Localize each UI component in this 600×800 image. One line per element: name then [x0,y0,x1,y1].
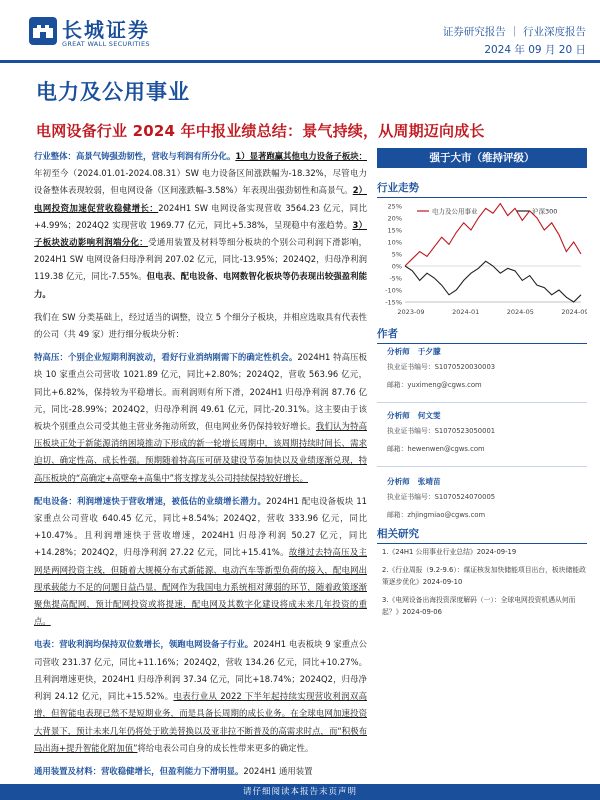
distribution-text: 2024H1 配电设备板块 11 家重点公司营收 640.45 亿元，同比+8.54%；2024Q2，营收 333.96 亿元，同比+10.47%。且利润增速快于营收增速，2024H1 归母净利润 50.27 亿元，同比+14.28%；2024Q2，归母净利润 27.22 亿元，同比+15.41%。 [34,495,367,558]
uhv-keyword: 特高压：个别企业短期利润波动，看好行业消纳刚需下的确定性机会。 [34,352,298,363]
related-section-title: 相关研究 [377,526,587,544]
related-item[interactable]: 3.《电网设备出海投资深度解码（一）：全球电网投资机遇从何而起？》2024-09-06 [382,596,576,616]
report-title: 电网设备行业 2024 年中报业绩总结：景气持续，从周期迈向成长 [36,122,485,140]
footer-disclaimer: 请仔细阅读本报告末页声明 [0,784,600,800]
report-date: 2024 年 09 月 20 日 [484,44,586,56]
main-body [34,148,367,778]
paragraph-distribution [34,493,367,631]
logo-text-en: GREAT WALL SECURITIES [62,40,150,48]
legend-label: 沪深300 [532,207,558,216]
overall-point-1: 1）显著跑赢其他电力设备子板块： [235,151,367,161]
analyst-cert: 执业证书编号：S1070520030003 [387,363,496,371]
analyst-card [387,410,587,455]
paragraph-general [34,763,367,778]
x-tick-label: 2023-09 [397,308,425,316]
distribution-keyword: 配电设备：利润增速快于营收增速，被低估的业绩增长潜力。 [34,495,267,506]
overall-point-3: 3）子板块波动影响利润端分化： [34,219,367,248]
overall-emphasis: 但电表、配电设备、电网数智化板块等仍表现出较强盈利能力。 [34,271,367,299]
analyst-cert: 执业证书编号：S1070523050001 [387,427,496,435]
analyst-email[interactable]: 邮箱：zhjingmiao@cgws.com [387,511,486,519]
paragraph-meter [34,636,367,756]
related-item[interactable]: 2.《行业周报（9.2-9.6）：煤证核发加快储能项目出台，板块储能政策逐步优化》2024-09-10 [382,566,586,586]
analyst-email[interactable]: 邮箱：yuximeng@cgws.com [387,381,482,389]
trend-section-title: 行业走势 [377,180,587,198]
uhv-text: 2024H1 特高压板块 10 家重点公司营收 1021.89 亿元，同比+2.80%；2024Q2，营收 563.96 亿元，同比+6.82%，保持较为平稳增长。而利润则有所下滑，2024H1 归母净利润 87.76 亿元，同比-28.99%；2024Q2，归母净利润 49.61 亿元，同比-20.31%。这主要由于该板块个别重点公司受其他主营业务拖动所致，但电网业务仍保持较好增长。 [34,352,367,432]
paragraph-method: 我们在 SW 分类基础上，经过适当的调整，设立 5 个细分子板块，并相应选取具有代表性的公司（共 49 家）进行细分板块分析： [34,311,367,340]
y-tick-label: -10% [385,286,402,295]
general-text: 2024H1 通用装置 [243,765,313,776]
y-tick-label: 15% [387,226,402,235]
analyst-role: 分析师 [387,347,410,356]
analyst-cert: 执业证书编号：S1070524070005 [387,493,496,501]
analyst-name: 何文雯 [417,411,441,420]
overall-text-1: 年初至今（2024.01.01-2024.08.31）SW 电力设备区间涨跌幅为-18.32%，尽管电力设备整体表现较弱，但电网设备（区间涨跌幅-3.58%）年表现出强劲韧性和高景气。 [34,168,367,196]
meter-keyword: 电表：营收利润均保持双位数增长，领跑电网设备子行业。 [34,639,254,650]
analysts-section-title: 作者 [377,326,587,344]
legend-label: 电力及公用事业 [432,207,478,216]
analyst-role: 分析师 [387,411,410,420]
x-tick-label: 2024-09 [561,308,587,316]
x-tick-label: 2024-01 [452,308,480,316]
analyst-divider [377,402,587,403]
y-tick-label: 5% [391,250,402,259]
related-item[interactable]: 1.《24H1 公用事业行业总结》2024-09-19 [382,548,517,556]
overall-point-2: 2）电网投资加速促营收稳健增长： [34,185,367,213]
y-tick-label: 0% [391,262,402,271]
meter-text-2: 将给电表公司自身的成长性带来更多的确定性。 [137,742,314,753]
x-tick-label: 2024-05 [506,308,534,316]
company-logo [28,14,178,48]
trend-chart [377,200,587,318]
analyst-email[interactable]: 邮箱：hewenwen@cgws.com [387,445,485,453]
report-type: 证券研究报告 ｜ 行业深度报告 [442,26,586,38]
y-tick-label: 10% [387,238,402,247]
y-tick-label: -15% [385,298,402,307]
trend-chart-svg [377,200,587,318]
analyst-name: 于夕朦 [417,347,441,356]
industry-name: 电力及公用事业 [36,80,190,104]
rating-badge: 强于大市（维持评级） [377,148,587,168]
related-list [382,546,587,618]
analyst-card [387,346,587,391]
y-tick-label: 20% [387,214,402,223]
meter-text: 2024H1 电表板块 9 家重点公司营收 231.37 亿元，同比+11.16%；2024Q2，营收 134.26 亿元，同比+10.27%。且利润增速更快，2024H1 归母净利润 37.34 亿元，同比+18.74%；2024Q2，归母净利润 24.12 亿元，同比+15.52%。 [34,639,367,702]
series-line-hs300 [405,261,581,302]
y-tick-label: 25% [387,202,402,211]
analyst-name: 张靖苗 [417,477,441,486]
great-wall-logo-icon [28,16,58,46]
uhv-view: 我们认为特高压板块正处于新能源消纳困境推动下形成的新一轮增长周期中，该周期持续时间长、需求迫切、确定性高、成长性强。预期随着特高压可研及建设节奏加快以及业绩逐渐兑现，特高压板块的“高确定+高壁垒+高集中”将支撑龙头公司持续保持较好增长。 [34,421,367,483]
general-keyword: 通用装置及材料：营收稳健增长，但盈利能力下滑明显。 [34,765,244,776]
distribution-view: 故继过去特高压及主网是两网投资主线，但随着大规模分布式新能源、电动汽车等新型负荷的接入，配电网出现承载能力不足的问题日益凸显，配网作为我国电力系统相对薄弱的环节，随着政策逐渐聚焦提高配网，预计配网投资或将提速，配电网及其数字化建设将成未来几年投资的重点。 [34,547,367,627]
header-divider [0,60,600,63]
meter-view: 电表行业从 2022 下半年起持续实现营收利润双高增，但智能电表现已然不是短期业务，而是具备长周期的成长业务。在全球电网加速投资大背景下，预计未来几年仍将处于欧美替换以及亚非拉不断普及的高需求时点，而“积极布局出海+提升智能化附加值” [34,691,367,753]
analyst-role: 分析师 [387,477,410,486]
paragraph-overall [34,148,367,303]
analyst-divider [377,466,587,467]
overall-text-3: 受通用装置及材料等细分板块的个别公司利润下滑影响，2024H1 SW 电网设备归母净利润 207.02 亿元，同比-13.95%；2024Q2，归母净利润 119.38 亿元，同比-7.55%。 [34,237,367,282]
logo-text-cn: 长城证券 [62,18,150,42]
overall-text-2: 2024H1 SW 电网设备实现营收 3564.23 亿元，同比+4.99%；2024Q2 实现营收 1969.77 亿元，同比+5.38%，呈现稳中有涨趋势。 [34,202,367,230]
y-tick-label: -5% [389,274,402,283]
analyst-card [387,476,587,521]
paragraph-uhv [34,349,367,487]
overall-keyword: 行业整体：高景气铸强劲韧性，营收与利润有所分化。 [34,151,236,161]
